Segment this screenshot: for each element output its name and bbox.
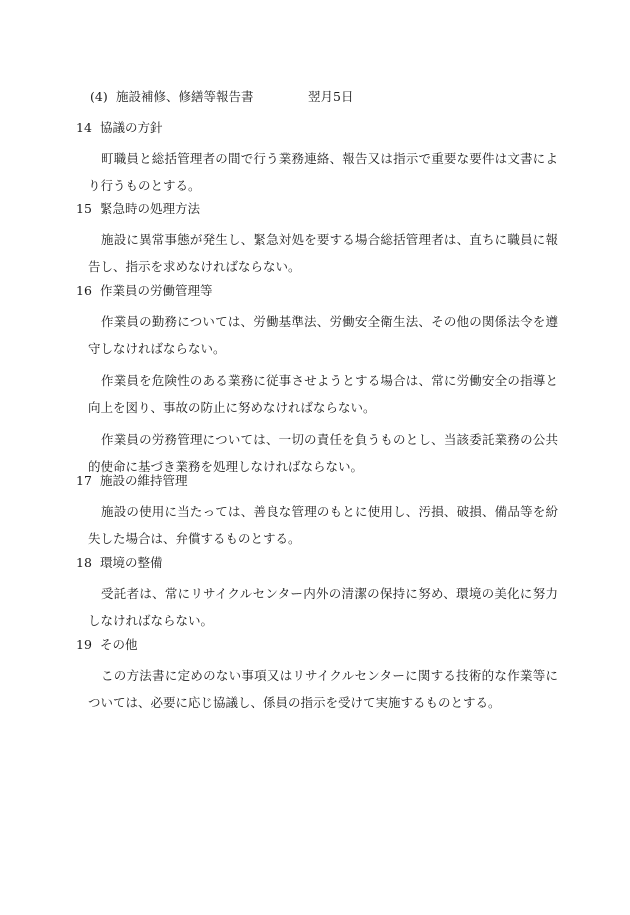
section-16 — [76, 283, 558, 480]
item-deadline: 翌月5日 — [308, 89, 354, 104]
section-paragraph: 作業員の労務管理については、一切の責任を負うものとし、当該委託業務の公共的使命に基づき業務を処理しなければならない。 — [88, 432, 558, 474]
item-number: (4) — [90, 89, 108, 104]
section-heading — [76, 473, 558, 489]
section-number: 18 — [76, 555, 92, 570]
section-number: 17 — [76, 473, 92, 488]
section-paragraph: 施設の使用に当たっては、善良な管理のもとに使用し、汚損、破損、備品等を紛失した場合は、弁償するものとする。 — [88, 504, 558, 546]
section-number: 16 — [76, 283, 92, 298]
section-paragraph: 受託者は、常にリサイクルセンター内外の清潔の保持に努め、環境の美化に努力しなければならない。 — [88, 586, 558, 628]
section-heading — [76, 555, 558, 571]
section-title: その他 — [100, 637, 138, 652]
section-paragraph: 町職員と総括管理者の間で行う業務連絡、報告又は指示で重要な要件は文書により行うものとする。 — [88, 151, 558, 193]
section-title: 協議の方針 — [100, 120, 163, 135]
section-15 — [76, 201, 558, 280]
section-paragraph: この方法書に定めのない事項又はリサイクルセンターに関する技術的な作業等については、必要に応じ協議し、係員の指示を受けて実施するものとする。 — [88, 668, 558, 710]
section-paragraph: 施設に異常事態が発生し、緊急対処を要する場合総括管理者は、直ちに職員に報告し、指示を求めなければならない。 — [88, 232, 558, 274]
section-number: 15 — [76, 201, 92, 216]
section-title: 緊急時の処理方法 — [100, 201, 201, 216]
report-item-4 — [90, 89, 353, 105]
item-name: 施設補修、修繕等報告書 — [116, 89, 254, 104]
section-number: 19 — [76, 637, 92, 652]
section-title: 環境の整備 — [100, 555, 163, 570]
section-19 — [76, 637, 558, 716]
section-14 — [76, 120, 558, 199]
section-18 — [76, 555, 558, 634]
section-heading — [76, 201, 558, 217]
section-heading — [76, 637, 558, 653]
section-title: 施設の維持管理 — [100, 473, 188, 488]
section-paragraph: 作業員を危険性のある業務に従事させようとする場合は、常に労働安全の指導と向上を図り、事故の防止に努めなければならない。 — [88, 373, 558, 415]
section-17 — [76, 473, 558, 552]
section-paragraph: 作業員の勤務については、労働基準法、労働安全衛生法、その他の関係法令を遵守しなければならない。 — [88, 314, 558, 356]
section-heading — [76, 283, 558, 299]
section-heading — [76, 120, 558, 136]
section-number: 14 — [76, 120, 92, 135]
section-title: 作業員の労働管理等 — [100, 283, 213, 298]
